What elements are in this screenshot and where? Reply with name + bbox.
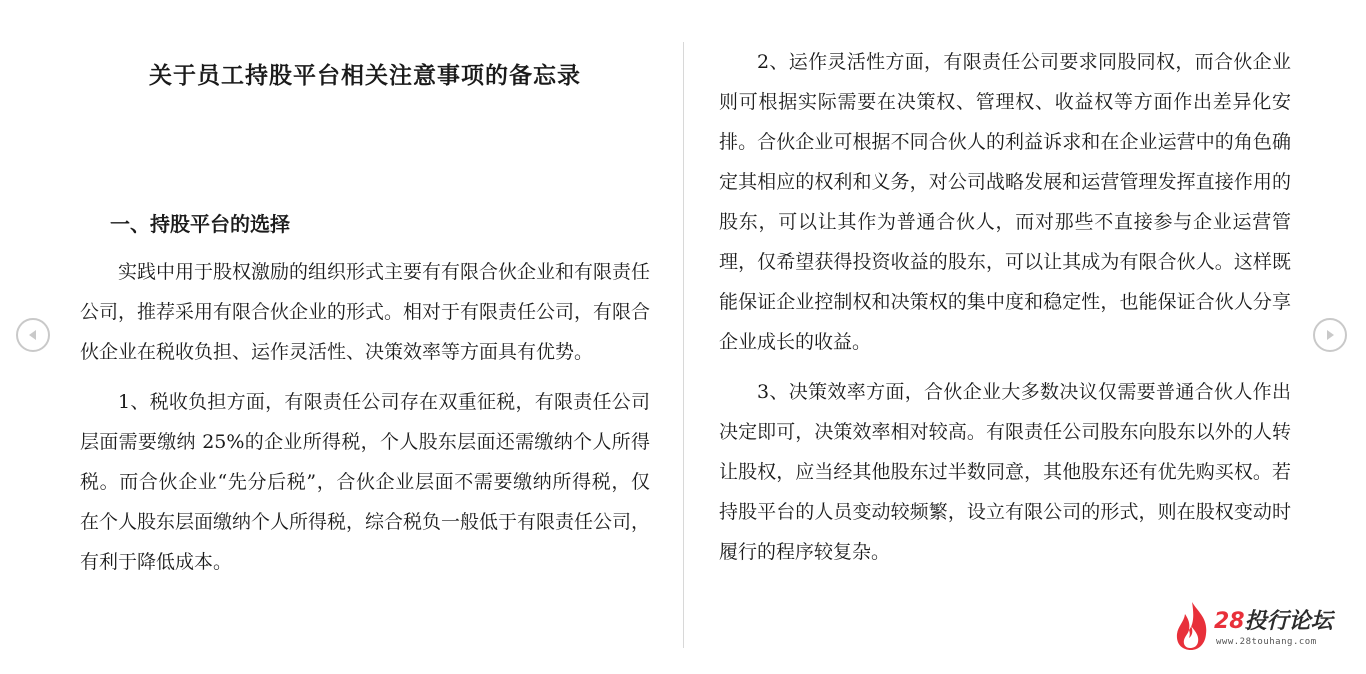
watermark-name: 投行论坛 <box>1244 609 1333 634</box>
watermark-url: www.28touhang.com <box>1216 637 1317 647</box>
page-divider <box>683 42 684 648</box>
paragraph-intro: 实践中用于股权激励的组织形式主要有有限合伙企业和有限责任公司，推荐采用有限合伙企业的形式。相对于有限责任公司，有限合伙企业在税收负担、运作灵活性、决策效率等方面具有优势。 <box>80 261 651 363</box>
paragraph-flexibility: 2、运作灵活性方面，有限责任公司要求同股同权，而合伙企业则可根据实际需要在决策权、管理权、收益权等方面作出差异化安排。合伙企业可根据不同合伙人的利益诉求和在企业运营中的角色确定其相应的权利和义务，对公司战略发展和运营管理发挥直接作用的股东，可以让其作为普通合伙人，而对那些不直接参与企业运营管理，仅希望获得投资收益的股东，可以让其成为有限合伙人。这样既能保证企业控制权和决策权的集中度和稳定性，也能保证合伙人分享企业成长的收益。 <box>719 51 1291 353</box>
left-page-body <box>80 252 650 582</box>
site-watermark-logo <box>1172 600 1342 656</box>
paragraph-efficiency: 3、决策效率方面，合伙企业大多数决议仅需要普通合伙人作出决定即可，决策效率相对较高。有限责任公司股东向股东以外的人转让股权，应当经其他股东过半数同意，其他股东还有优先购买权。若持股平台的人员变动较频繁，设立有限公司的形式，则在股权变动时履行的程序较复杂。 <box>719 381 1291 563</box>
flame-logo-icon <box>1172 600 1212 652</box>
section-heading: 一、持股平台的选择 <box>110 212 290 236</box>
right-page <box>719 42 1291 572</box>
paragraph-tax: 1、税收负担方面，有限责任公司存在双重征税，有限责任公司层面需要缴纳 25%的企业所得税，个人股东层面还需缴纳个人所得税。而合伙企业“先分后税”，合伙企业层面不需要缴纳所得税，仅在个人股东层面缴纳个人所得税，综合税负一般低于有限责任公司，有利于降低成本。 <box>80 391 651 573</box>
watermark-number: 28 <box>1214 609 1245 634</box>
chevron-right-icon <box>1323 328 1337 342</box>
watermark-title <box>1214 604 1333 635</box>
next-page-button[interactable] <box>1313 318 1347 352</box>
left-page <box>80 50 651 573</box>
previous-page-button[interactable] <box>16 318 50 352</box>
chevron-left-icon <box>26 328 40 342</box>
document-title: 关于员工持股平台相关注意事项的备忘录 <box>149 62 581 89</box>
